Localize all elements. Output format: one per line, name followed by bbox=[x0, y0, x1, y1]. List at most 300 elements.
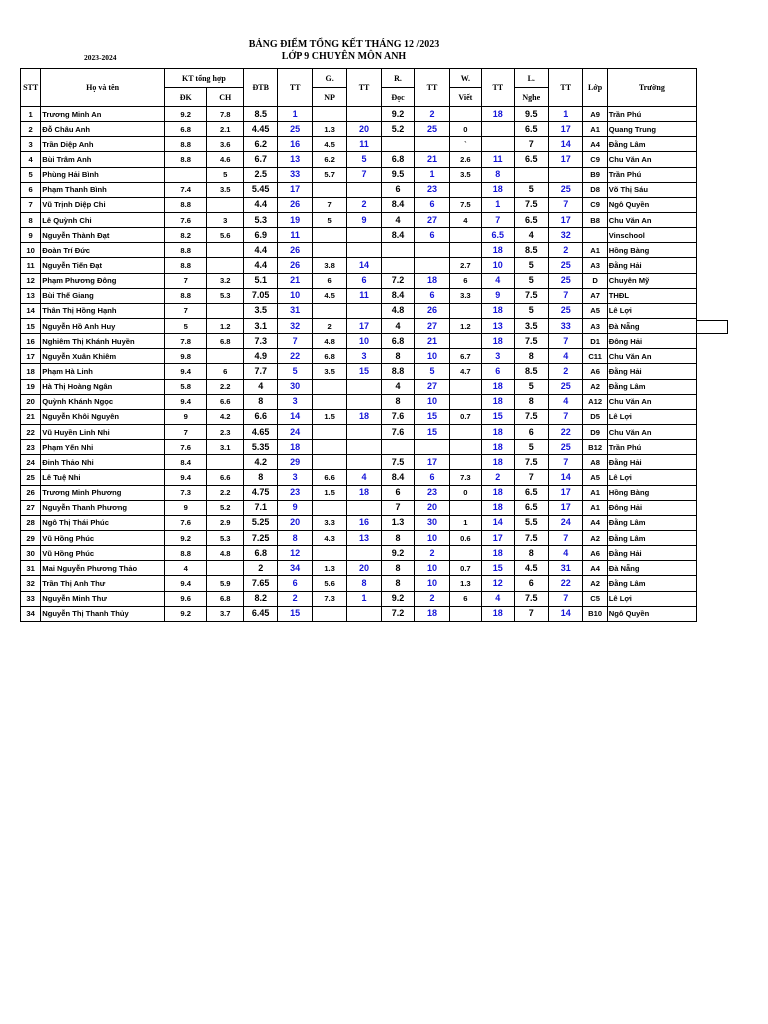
cell-tt-r: 27 bbox=[415, 212, 449, 227]
cell-tt-g bbox=[347, 440, 381, 455]
cell-stt: 13 bbox=[21, 288, 41, 303]
cell-tt-l: 17 bbox=[548, 122, 582, 137]
col-tt-w: TT bbox=[482, 69, 514, 107]
cell-dtb: 6.9 bbox=[243, 228, 277, 243]
table-row bbox=[21, 167, 697, 182]
cell-truong: Chu Văn An bbox=[607, 212, 696, 227]
col-name: Họ và tên bbox=[41, 69, 165, 107]
cell-nghe: 7 bbox=[514, 470, 548, 485]
cell-stt: 31 bbox=[21, 561, 41, 576]
score-table bbox=[20, 68, 697, 622]
cell-lop: D8 bbox=[583, 182, 607, 197]
col-dtb: ĐTB bbox=[243, 69, 277, 107]
cell-dtb: 7.65 bbox=[243, 576, 277, 591]
cell-viet: 0.7 bbox=[449, 561, 481, 576]
cell-dk: 7 bbox=[164, 424, 207, 439]
cell-doc bbox=[381, 137, 414, 152]
report-title: BẢNG ĐIỂM TỔNG KẾT THÁNG 12 /2023 bbox=[248, 39, 440, 50]
table-row bbox=[21, 379, 697, 394]
cell-tt-r bbox=[415, 243, 449, 258]
cell-viet: 6 bbox=[449, 273, 481, 288]
cell-nghe: 5 bbox=[514, 273, 548, 288]
cell-dk: 7.6 bbox=[164, 515, 207, 530]
cell-tt-l: 17 bbox=[548, 152, 582, 167]
cell-tt-g: 3 bbox=[347, 349, 381, 364]
cell-truong: Ngô Quyền bbox=[607, 606, 696, 621]
cell-tt-g: 14 bbox=[347, 258, 381, 273]
cell-viet: 3.5 bbox=[449, 167, 481, 182]
cell-dtb: 4.45 bbox=[243, 122, 277, 137]
cell-tt: 24 bbox=[278, 424, 312, 439]
table-row bbox=[21, 243, 697, 258]
cell-tt-g: 16 bbox=[347, 515, 381, 530]
cell-nghe: 8.5 bbox=[514, 243, 548, 258]
cell-lop: A1 bbox=[583, 500, 607, 515]
cell-dk: 7.6 bbox=[164, 212, 207, 227]
cell-ch bbox=[207, 258, 244, 273]
cell-tt: 12 bbox=[278, 546, 312, 561]
cell-tt-l: 7 bbox=[548, 591, 582, 606]
cell-dtb: 8 bbox=[243, 394, 277, 409]
cell-ch: 6.8 bbox=[207, 334, 244, 349]
cell-dtb: 5.25 bbox=[243, 515, 277, 530]
cell-viet bbox=[449, 440, 481, 455]
cell-dk: 8.8 bbox=[164, 152, 207, 167]
cell-tt-r bbox=[415, 440, 449, 455]
cell-name: Trần Diệp Anh bbox=[41, 137, 165, 152]
cell-viet: 3.3 bbox=[449, 288, 481, 303]
cell-tt-w: 18 bbox=[482, 182, 514, 197]
cell-lop: A4 bbox=[583, 515, 607, 530]
cell-doc: 8 bbox=[381, 349, 414, 364]
cell-tt: 6 bbox=[278, 576, 312, 591]
cell-viet: 0.6 bbox=[449, 530, 481, 545]
cell-ch: 3 bbox=[207, 212, 244, 227]
cell-lop: A6 bbox=[583, 364, 607, 379]
cell-tt-g: 11 bbox=[347, 288, 381, 303]
cell-tt-g: 17 bbox=[347, 318, 381, 333]
cell-tt-g: 1 bbox=[347, 591, 381, 606]
cell-tt-g bbox=[347, 606, 381, 621]
cell-lop: A2 bbox=[583, 379, 607, 394]
table-row bbox=[21, 152, 697, 167]
cell-dk: 9.6 bbox=[164, 591, 207, 606]
cell-nghe: 8 bbox=[514, 349, 548, 364]
cell-doc: 7.6 bbox=[381, 409, 414, 424]
cell-tt-w: 18 bbox=[482, 455, 514, 470]
cell-tt-l: 1 bbox=[548, 107, 582, 122]
cell-doc: 4.8 bbox=[381, 303, 414, 318]
cell-np bbox=[312, 606, 346, 621]
col-ch: CH bbox=[207, 88, 244, 107]
cell-truong: Đà Nẵng bbox=[607, 561, 696, 576]
cell-ch: 6.6 bbox=[207, 470, 244, 485]
cell-lop: A4 bbox=[583, 137, 607, 152]
cell-stt: 10 bbox=[21, 243, 41, 258]
cell-lop: D5 bbox=[583, 409, 607, 424]
cell-name: Vũ Hồng Phúc bbox=[41, 530, 165, 545]
cell-dk: 9.2 bbox=[164, 107, 207, 122]
table-row bbox=[21, 561, 697, 576]
cell-truong: Hồng Bàng bbox=[607, 243, 696, 258]
table-row bbox=[21, 212, 697, 227]
cell-tt: 18 bbox=[278, 440, 312, 455]
cell-np bbox=[312, 424, 346, 439]
cell-dtb: 2 bbox=[243, 561, 277, 576]
cell-stt: 1 bbox=[21, 107, 41, 122]
table-row bbox=[21, 258, 697, 273]
cell-ch: 6.6 bbox=[207, 394, 244, 409]
cell-tt-g bbox=[347, 107, 381, 122]
cell-tt-g bbox=[347, 394, 381, 409]
cell-tt-w: 14 bbox=[482, 515, 514, 530]
cell-lop: A1 bbox=[583, 485, 607, 500]
cell-dk: 9.8 bbox=[164, 349, 207, 364]
cell-tt-w: 18 bbox=[482, 500, 514, 515]
table-row bbox=[21, 334, 697, 349]
cell-nghe: 7.5 bbox=[514, 334, 548, 349]
cell-lop bbox=[583, 228, 607, 243]
cell-tt-w: 4 bbox=[482, 591, 514, 606]
cell-viet: 1 bbox=[449, 515, 481, 530]
cell-dk: 5.8 bbox=[164, 379, 207, 394]
cell-name: Nguyễn Thanh Phương bbox=[41, 500, 165, 515]
table-row bbox=[21, 470, 697, 485]
cell-dtb: 8.5 bbox=[243, 107, 277, 122]
cell-nghe: 5 bbox=[514, 182, 548, 197]
table-row bbox=[21, 349, 697, 364]
cell-tt-g: 8 bbox=[347, 576, 381, 591]
cell-nghe: 4.5 bbox=[514, 561, 548, 576]
cell-doc: 5.2 bbox=[381, 122, 414, 137]
cell-tt-r: 10 bbox=[415, 561, 449, 576]
cell-tt-g bbox=[347, 424, 381, 439]
cell-dtb: 6.8 bbox=[243, 546, 277, 561]
cell-tt-r: 18 bbox=[415, 606, 449, 621]
cell-np: 4.8 bbox=[312, 334, 346, 349]
cell-dk: 7.4 bbox=[164, 182, 207, 197]
cell-np: 6.6 bbox=[312, 470, 346, 485]
cell-tt-r: 15 bbox=[415, 424, 449, 439]
cell-tt-r: 2 bbox=[415, 591, 449, 606]
cell-lop: A12 bbox=[583, 394, 607, 409]
cell-stt: 19 bbox=[21, 379, 41, 394]
cell-tt-g bbox=[347, 303, 381, 318]
col-doc: Đọc bbox=[381, 88, 414, 107]
cell-tt-g: 5 bbox=[347, 152, 381, 167]
cell-lop: B8 bbox=[583, 212, 607, 227]
cell-np: 4.3 bbox=[312, 530, 346, 545]
cell-ch: 4.2 bbox=[207, 409, 244, 424]
cell-stt: 23 bbox=[21, 440, 41, 455]
cell-viet bbox=[449, 455, 481, 470]
cell-np: 1.5 bbox=[312, 409, 346, 424]
cell-tt-w: 17 bbox=[482, 530, 514, 545]
cell-truong: Đà Nẵng bbox=[607, 318, 696, 333]
cell-name: Nguyễn Hồ Anh Huy bbox=[41, 318, 165, 333]
cell-ch bbox=[207, 303, 244, 318]
cell-tt-g: 10 bbox=[347, 334, 381, 349]
cell-tt-w: 18 bbox=[482, 243, 514, 258]
cell-tt: 20 bbox=[278, 515, 312, 530]
cell-truong: Đằng Lâm bbox=[607, 576, 696, 591]
cell-dk: 7.8 bbox=[164, 334, 207, 349]
cell-dtb: 5.3 bbox=[243, 212, 277, 227]
cell-tt-g bbox=[347, 182, 381, 197]
cell-stt: 3 bbox=[21, 137, 41, 152]
col-truong: Trường bbox=[607, 69, 696, 107]
cell-dtb: 5.35 bbox=[243, 440, 277, 455]
cell-stt: 21 bbox=[21, 409, 41, 424]
school-year: 2023-2024 bbox=[84, 53, 117, 62]
cell-dtb: 5.45 bbox=[243, 182, 277, 197]
cell-stt: 15 bbox=[21, 318, 41, 333]
cell-dtb: 4.65 bbox=[243, 424, 277, 439]
cell-tt-g bbox=[347, 243, 381, 258]
cell-nghe: 5.5 bbox=[514, 515, 548, 530]
cell-doc: 8.4 bbox=[381, 470, 414, 485]
col-l: L. bbox=[514, 69, 548, 88]
cell-tt-w: 18 bbox=[482, 606, 514, 621]
cell-stt: 17 bbox=[21, 349, 41, 364]
cell-dk: 8.8 bbox=[164, 546, 207, 561]
cell-truong: Lê Lợi bbox=[607, 470, 696, 485]
cell-stt: 6 bbox=[21, 182, 41, 197]
cell-tt-l: 17 bbox=[548, 485, 582, 500]
cell-tt-r: 21 bbox=[415, 152, 449, 167]
cell-dtb: 4.75 bbox=[243, 485, 277, 500]
cell-nghe: 7.5 bbox=[514, 409, 548, 424]
cell-lop: D bbox=[583, 273, 607, 288]
cell-np: 6.2 bbox=[312, 152, 346, 167]
cell-tt-r: 23 bbox=[415, 485, 449, 500]
cell-tt: 23 bbox=[278, 485, 312, 500]
cell-doc: 9.2 bbox=[381, 546, 414, 561]
table-row bbox=[21, 107, 697, 122]
cell-truong: Vinschool bbox=[607, 228, 696, 243]
cell-name: Vũ Hồng Phúc bbox=[41, 546, 165, 561]
cell-name: Mai Nguyễn Phương Thảo bbox=[41, 561, 165, 576]
cell-truong: Lê Lợi bbox=[607, 591, 696, 606]
cell-viet bbox=[449, 379, 481, 394]
cell-tt-l: 4 bbox=[548, 349, 582, 364]
cell-tt-l: 7 bbox=[548, 288, 582, 303]
cell-dtb: 7.1 bbox=[243, 500, 277, 515]
cell-doc: 8.4 bbox=[381, 197, 414, 212]
cell-nghe: 5 bbox=[514, 440, 548, 455]
cell-viet bbox=[449, 303, 481, 318]
cell-tt-l: 2 bbox=[548, 364, 582, 379]
table-row bbox=[21, 288, 697, 303]
cell-doc: 7.5 bbox=[381, 455, 414, 470]
cell-ch: 7.8 bbox=[207, 107, 244, 122]
table-row bbox=[21, 318, 697, 333]
cell-nghe: 6.5 bbox=[514, 212, 548, 227]
cell-name: Thân Thị Hồng Hạnh bbox=[41, 303, 165, 318]
cell-nghe: 6 bbox=[514, 424, 548, 439]
cell-tt: 16 bbox=[278, 137, 312, 152]
cell-truong: Đằng Lâm bbox=[607, 379, 696, 394]
cell-tt-r: 2 bbox=[415, 546, 449, 561]
cell-tt-w: 7 bbox=[482, 212, 514, 227]
cell-tt: 21 bbox=[278, 273, 312, 288]
cell-nghe bbox=[514, 167, 548, 182]
cell-dk: 9.4 bbox=[164, 364, 207, 379]
cell-tt: 15 bbox=[278, 606, 312, 621]
cell-np: 3.8 bbox=[312, 258, 346, 273]
cell-tt-r: 6 bbox=[415, 228, 449, 243]
cell-lop: A3 bbox=[583, 258, 607, 273]
cell-truong: Lê Lợi bbox=[607, 409, 696, 424]
cell-dk: 4 bbox=[164, 561, 207, 576]
cell-nghe: 6.5 bbox=[514, 485, 548, 500]
cell-name: Vũ Trịnh Diệp Chi bbox=[41, 197, 165, 212]
cell-nghe: 7.5 bbox=[514, 591, 548, 606]
cell-viet bbox=[449, 500, 481, 515]
table-row bbox=[21, 364, 697, 379]
cell-dtb: 2.5 bbox=[243, 167, 277, 182]
cell-lop: A6 bbox=[583, 546, 607, 561]
cell-truong: Hồng Bàng bbox=[607, 485, 696, 500]
cell-dk: 9 bbox=[164, 409, 207, 424]
cell-name: Bùi Thế Giang bbox=[41, 288, 165, 303]
cell-doc: 7.2 bbox=[381, 606, 414, 621]
cell-tt-l: 25 bbox=[548, 182, 582, 197]
cell-np: 1.5 bbox=[312, 485, 346, 500]
cell-tt: 25 bbox=[278, 122, 312, 137]
cell-dtb: 4.4 bbox=[243, 243, 277, 258]
cell-truong: Trần Phú bbox=[607, 440, 696, 455]
cell-truong: Lê Lợi bbox=[607, 303, 696, 318]
cell-ch: 4.6 bbox=[207, 152, 244, 167]
cell-dk: 7.6 bbox=[164, 440, 207, 455]
cell-tt: 31 bbox=[278, 303, 312, 318]
cell-tt-r: 6 bbox=[415, 197, 449, 212]
cell-viet: 4.7 bbox=[449, 364, 481, 379]
cell-tt-r: 27 bbox=[415, 318, 449, 333]
cell-tt: 29 bbox=[278, 455, 312, 470]
cell-tt-r: 10 bbox=[415, 394, 449, 409]
cell-stt: 22 bbox=[21, 424, 41, 439]
cell-ch: 5.3 bbox=[207, 288, 244, 303]
cell-viet: 7.3 bbox=[449, 470, 481, 485]
cell-dtb: 7.05 bbox=[243, 288, 277, 303]
cell-tt-w: 4 bbox=[482, 273, 514, 288]
table-row bbox=[21, 530, 697, 545]
cell-doc: 4 bbox=[381, 379, 414, 394]
cell-lop: C11 bbox=[583, 349, 607, 364]
cell-stt: 34 bbox=[21, 606, 41, 621]
table-row bbox=[21, 228, 697, 243]
table-row bbox=[21, 197, 697, 212]
cell-tt-g: 6 bbox=[347, 273, 381, 288]
cell-np bbox=[312, 500, 346, 515]
cell-ch bbox=[207, 455, 244, 470]
cell-tt-r: 10 bbox=[415, 530, 449, 545]
cell-dk: 8.8 bbox=[164, 258, 207, 273]
cell-dtb: 7.25 bbox=[243, 530, 277, 545]
table-row bbox=[21, 485, 697, 500]
cell-tt-w: 12 bbox=[482, 576, 514, 591]
cell-viet: 4 bbox=[449, 212, 481, 227]
cell-tt: 22 bbox=[278, 349, 312, 364]
cell-ch: 3.6 bbox=[207, 137, 244, 152]
cell-tt: 32 bbox=[278, 318, 312, 333]
cell-tt-w: 15 bbox=[482, 409, 514, 424]
cell-name: Trương Minh Phương bbox=[41, 485, 165, 500]
cell-tt-w: 15 bbox=[482, 561, 514, 576]
header-row-1 bbox=[21, 69, 697, 88]
cell-viet: 6 bbox=[449, 591, 481, 606]
cell-dk: 8.8 bbox=[164, 137, 207, 152]
cell-ch: 2.2 bbox=[207, 379, 244, 394]
cell-np bbox=[312, 440, 346, 455]
cell-tt-r: 15 bbox=[415, 409, 449, 424]
table-row bbox=[21, 182, 697, 197]
cell-truong: Đằng Hải bbox=[607, 258, 696, 273]
cell-nghe: 4 bbox=[514, 228, 548, 243]
cell-tt: 13 bbox=[278, 152, 312, 167]
cell-tt-r: 5 bbox=[415, 364, 449, 379]
cell-tt-w: 2 bbox=[482, 470, 514, 485]
cell-np: 5.6 bbox=[312, 576, 346, 591]
cell-lop: C9 bbox=[583, 197, 607, 212]
cell-viet bbox=[449, 243, 481, 258]
cell-tt-w: 8 bbox=[482, 167, 514, 182]
cell-dk: 8.2 bbox=[164, 228, 207, 243]
cell-doc: 4 bbox=[381, 318, 414, 333]
cell-lop: A2 bbox=[583, 530, 607, 545]
cell-np: 1.3 bbox=[312, 122, 346, 137]
col-tt-g: TT bbox=[347, 69, 381, 107]
cell-dk: 7 bbox=[164, 303, 207, 318]
cell-tt-r: 25 bbox=[415, 122, 449, 137]
cell-dk: 8.8 bbox=[164, 288, 207, 303]
col-viet: Viết bbox=[449, 88, 481, 107]
cell-nghe: 7 bbox=[514, 606, 548, 621]
cell-doc: 9.5 bbox=[381, 167, 414, 182]
cell-viet: 2.7 bbox=[449, 258, 481, 273]
cell-ch: 6 bbox=[207, 364, 244, 379]
cell-stt: 26 bbox=[21, 485, 41, 500]
cell-dk: 9.4 bbox=[164, 394, 207, 409]
table-row bbox=[21, 515, 697, 530]
cell-doc: 8 bbox=[381, 561, 414, 576]
cell-stt: 16 bbox=[21, 334, 41, 349]
cell-tt-w: 6 bbox=[482, 364, 514, 379]
cell-doc: 8.4 bbox=[381, 228, 414, 243]
cell-tt-l: 31 bbox=[548, 561, 582, 576]
cell-name: Đoàn Trí Đức bbox=[41, 243, 165, 258]
cell-tt-r: 20 bbox=[415, 500, 449, 515]
cell-viet: 0 bbox=[449, 485, 481, 500]
cell-tt: 11 bbox=[278, 228, 312, 243]
cell-tt-g bbox=[347, 379, 381, 394]
cell-tt-g: 9 bbox=[347, 212, 381, 227]
cell-tt: 14 bbox=[278, 409, 312, 424]
cell-tt-w: 18 bbox=[482, 303, 514, 318]
cell-lop: A4 bbox=[583, 561, 607, 576]
cell-tt-r: 6 bbox=[415, 288, 449, 303]
cell-stt: 12 bbox=[21, 273, 41, 288]
cell-ch: 2.3 bbox=[207, 424, 244, 439]
cell-lop: D1 bbox=[583, 334, 607, 349]
cell-lop: A8 bbox=[583, 455, 607, 470]
cell-lop: A1 bbox=[583, 243, 607, 258]
cell-doc bbox=[381, 440, 414, 455]
cell-np bbox=[312, 379, 346, 394]
cell-tt-g: 13 bbox=[347, 530, 381, 545]
